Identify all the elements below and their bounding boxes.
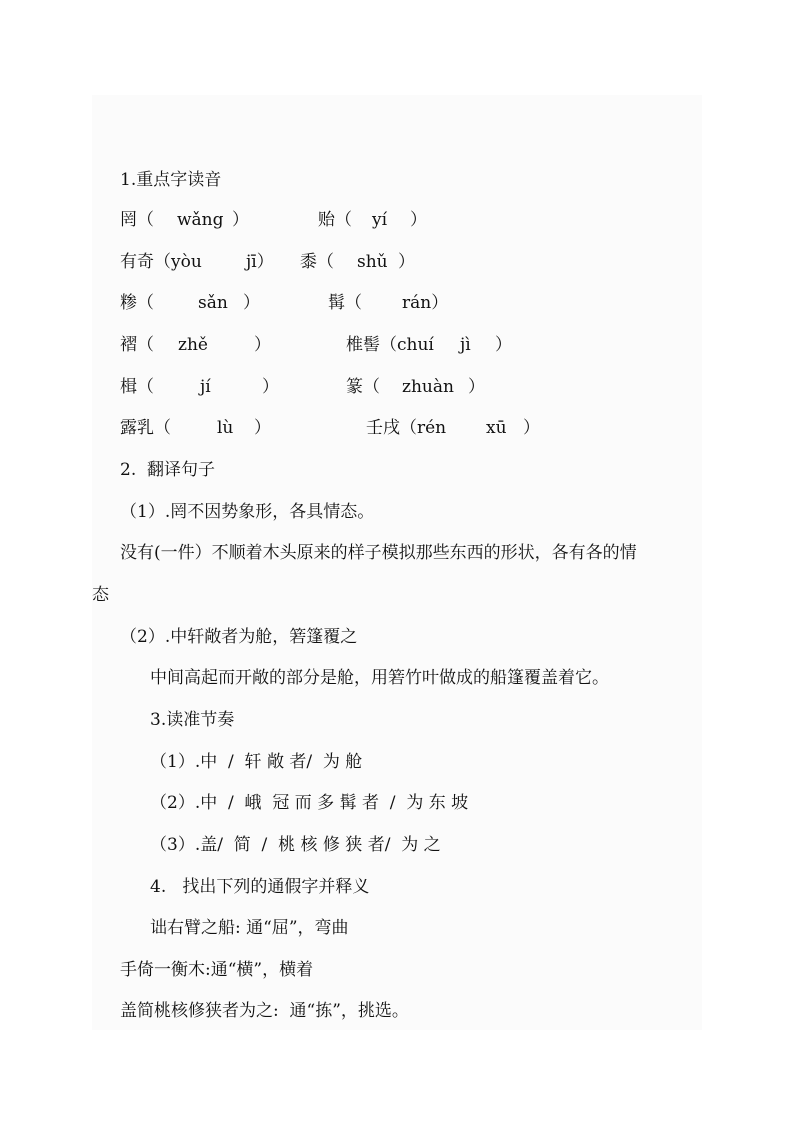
translation-1-line-2: 态 xyxy=(92,585,109,605)
pinyin-cell: ） xyxy=(254,335,271,355)
pinyin-cell: 贻（ xyxy=(318,210,352,230)
pinyin-cell: ） xyxy=(254,418,271,438)
pinyin-cell: ） xyxy=(410,210,427,230)
pinyin-cell: shǔ xyxy=(357,252,388,272)
pinyin-cell: rán） xyxy=(402,293,449,313)
pinyin-cell: jī） xyxy=(246,252,274,272)
pinyin-cell: 罔（ xyxy=(120,210,154,230)
pinyin-cell: ） xyxy=(398,252,415,272)
pinyin-cell: sǎn xyxy=(198,293,228,313)
pinyin-cell: 有奇（yòu xyxy=(120,252,202,272)
translation-1-line-1: 没有(一件）不顺着木头原来的样子模拟那些东西的形状，各有各的情 xyxy=(120,543,637,563)
pinyin-cell: xū xyxy=(486,418,507,438)
pinyin-cell: yí xyxy=(372,210,388,230)
pinyin-cell: 糁（ xyxy=(120,293,154,313)
pinyin-cell: 壬戌（rén xyxy=(366,418,447,438)
pinyin-cell: 褶（ xyxy=(120,335,154,355)
tongjia-item-3: 盖简桃核修狭者为之: 通“拣”，挑选。 xyxy=(120,1001,409,1021)
pinyin-cell: ） xyxy=(232,210,249,230)
rhythm-line-1: （1）.中 / 轩 敞 者/ 为 舱 xyxy=(150,752,363,772)
pinyin-cell: 露乳（ xyxy=(120,418,171,438)
rhythm-line-2: （2）.中 / 峨 冠 而 多 髯 者 / 为 东 坡 xyxy=(150,793,469,813)
pinyin-cell: lù xyxy=(217,418,234,438)
pinyin-cell: ） xyxy=(495,335,512,355)
pinyin-cell: zhuàn xyxy=(402,377,454,397)
pinyin-cell: zhě xyxy=(178,335,208,355)
pinyin-cell: jì xyxy=(460,335,471,355)
pinyin-cell: 楫（ xyxy=(120,377,154,397)
sentence-1: （1）.罔不因势象形，各具情态。 xyxy=(120,502,375,522)
tongjia-item-1: 诎右臂之船: 通“屈”，弯曲 xyxy=(150,918,349,938)
pinyin-cell: ） xyxy=(468,377,485,397)
rhythm-line-3: （3）.盖/ 简 / 桃 核 修 狭 者/ 为 之 xyxy=(150,835,441,855)
pinyin-cell: 髯（ xyxy=(328,293,362,313)
sentence-2: （2）.中轩敞者为舱，箬篷覆之 xyxy=(120,627,358,647)
pinyin-cell: ） xyxy=(262,377,279,397)
pinyin-cell: wǎng xyxy=(177,210,224,230)
pinyin-cell: 椎髻（chuí xyxy=(346,335,434,355)
section2-heading: 2. 翻译句子 xyxy=(120,460,216,480)
section3-heading: 3.读准节奏 xyxy=(150,710,235,730)
section1-heading: 1.重点字读音 xyxy=(120,170,222,190)
translation-2: 中间高起而开敞的部分是舱，用箬竹叶做成的船篷覆盖着它。 xyxy=(150,668,609,688)
pinyin-cell: ） xyxy=(243,293,260,313)
tongjia-item-2: 手倚一衡木:通“横”，横着 xyxy=(120,960,314,980)
pinyin-cell: 篆（ xyxy=(346,377,380,397)
pinyin-cell: jí xyxy=(200,377,211,397)
pinyin-cell: ） xyxy=(523,418,540,438)
pinyin-cell: 黍（ xyxy=(300,252,334,272)
section4-heading: 4. 找出下列的通假字并释义 xyxy=(150,877,370,897)
